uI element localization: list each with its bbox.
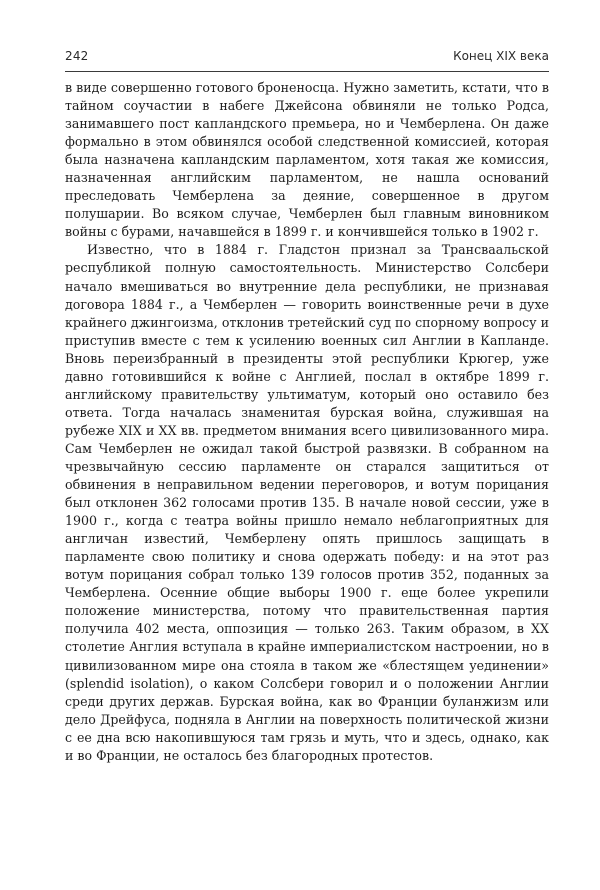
paragraph-1: в виде совершенно готового броненосца. Нужно заметить, кстати, что в тайном соучастии в набеге Джейсона обвиняли не только Родса, занимавшего пост капландского премьера, но и Чемберлена. Он даже формально в этом обвинялся особой следственной комиссией, которая была назначена капландским парламентом, хотя такая же комиссия, назначенная английским парламентом, не нашла оснований преследовать Чемберлена за деяние, совершенное в другом полушарии. Во всяком случае, Чемберлен был главным виновником войны с бурами, начавшейся в 1899 г. и кончившейся только в 1902 г. [65, 80, 549, 240]
running-title: Конец XIX века [453, 49, 549, 63]
paragraph-2: Известно, что в 1884 г. Гладстон признал за Трансваальской республикой полную самостоятельность. Министерство Солсбери начало вмешиваться во внутренние дела республики, не признавая договора 1884 г., а Чемберлен — говорить воинственные речи в духе крайнего джингоизма, отклонив третейский суд по спорному вопросу и приступив вместе с тем к усилению военных сил Англии в Капланде. Вновь переизбранный в президенты этой республики Крюгер, уже давно готовившийся к войне с Англией, послал в октябре 1899 г. английскому правительству ультиматум, который оно оставило без ответа. Тогда началась знаменитая бурская война, служившая на рубеже XIX и XX вв. предметом внимания всего цивилизованного мира. Сам Чемберлен не ожидал такой быстрой развязки. В собранном на чрезвычайную сессию парламенте он старался защититься от обвинения в неправильном ведении переговоров, и вотум порицания был отклонен 362 голосами против 135. В начале новой сессии, уже в 1900 г., когда с театра войны пришло немало неблагоприятных для англичан известий, Чемберлену опять пришлось защищать в парламенте свою политику и снова одержать победу: и на этот раз вотум порицания собрал только 139 голосов против 352, поданных за Чемберлена. Осенние общие выборы 1900 г. еще более укрепили положение министерства, потому что правительственная партия получила 402 места, оппозиция — только 263. Таким образом, в XX столетие Англия вступала в крайне империалистском настроении, но в цивилизованном мире она стояла в таком же «блестящем уединении» (splendid isolation), о каком Солсбери говорил и о положении Англии среди других держав. Бурская война, как во Франции буланжизм или дело Дрейфуса, подняла в Англии на поверхность политической жизни с ее дна всю накопившуюся там грязь и муть, что и здесь, однако, как и во Франции, не осталось без благородных протестов. [65, 242, 549, 763]
page-number: 242 [65, 49, 89, 63]
body-text [65, 79, 549, 765]
page-header [65, 49, 549, 69]
header-rule [65, 71, 549, 72]
